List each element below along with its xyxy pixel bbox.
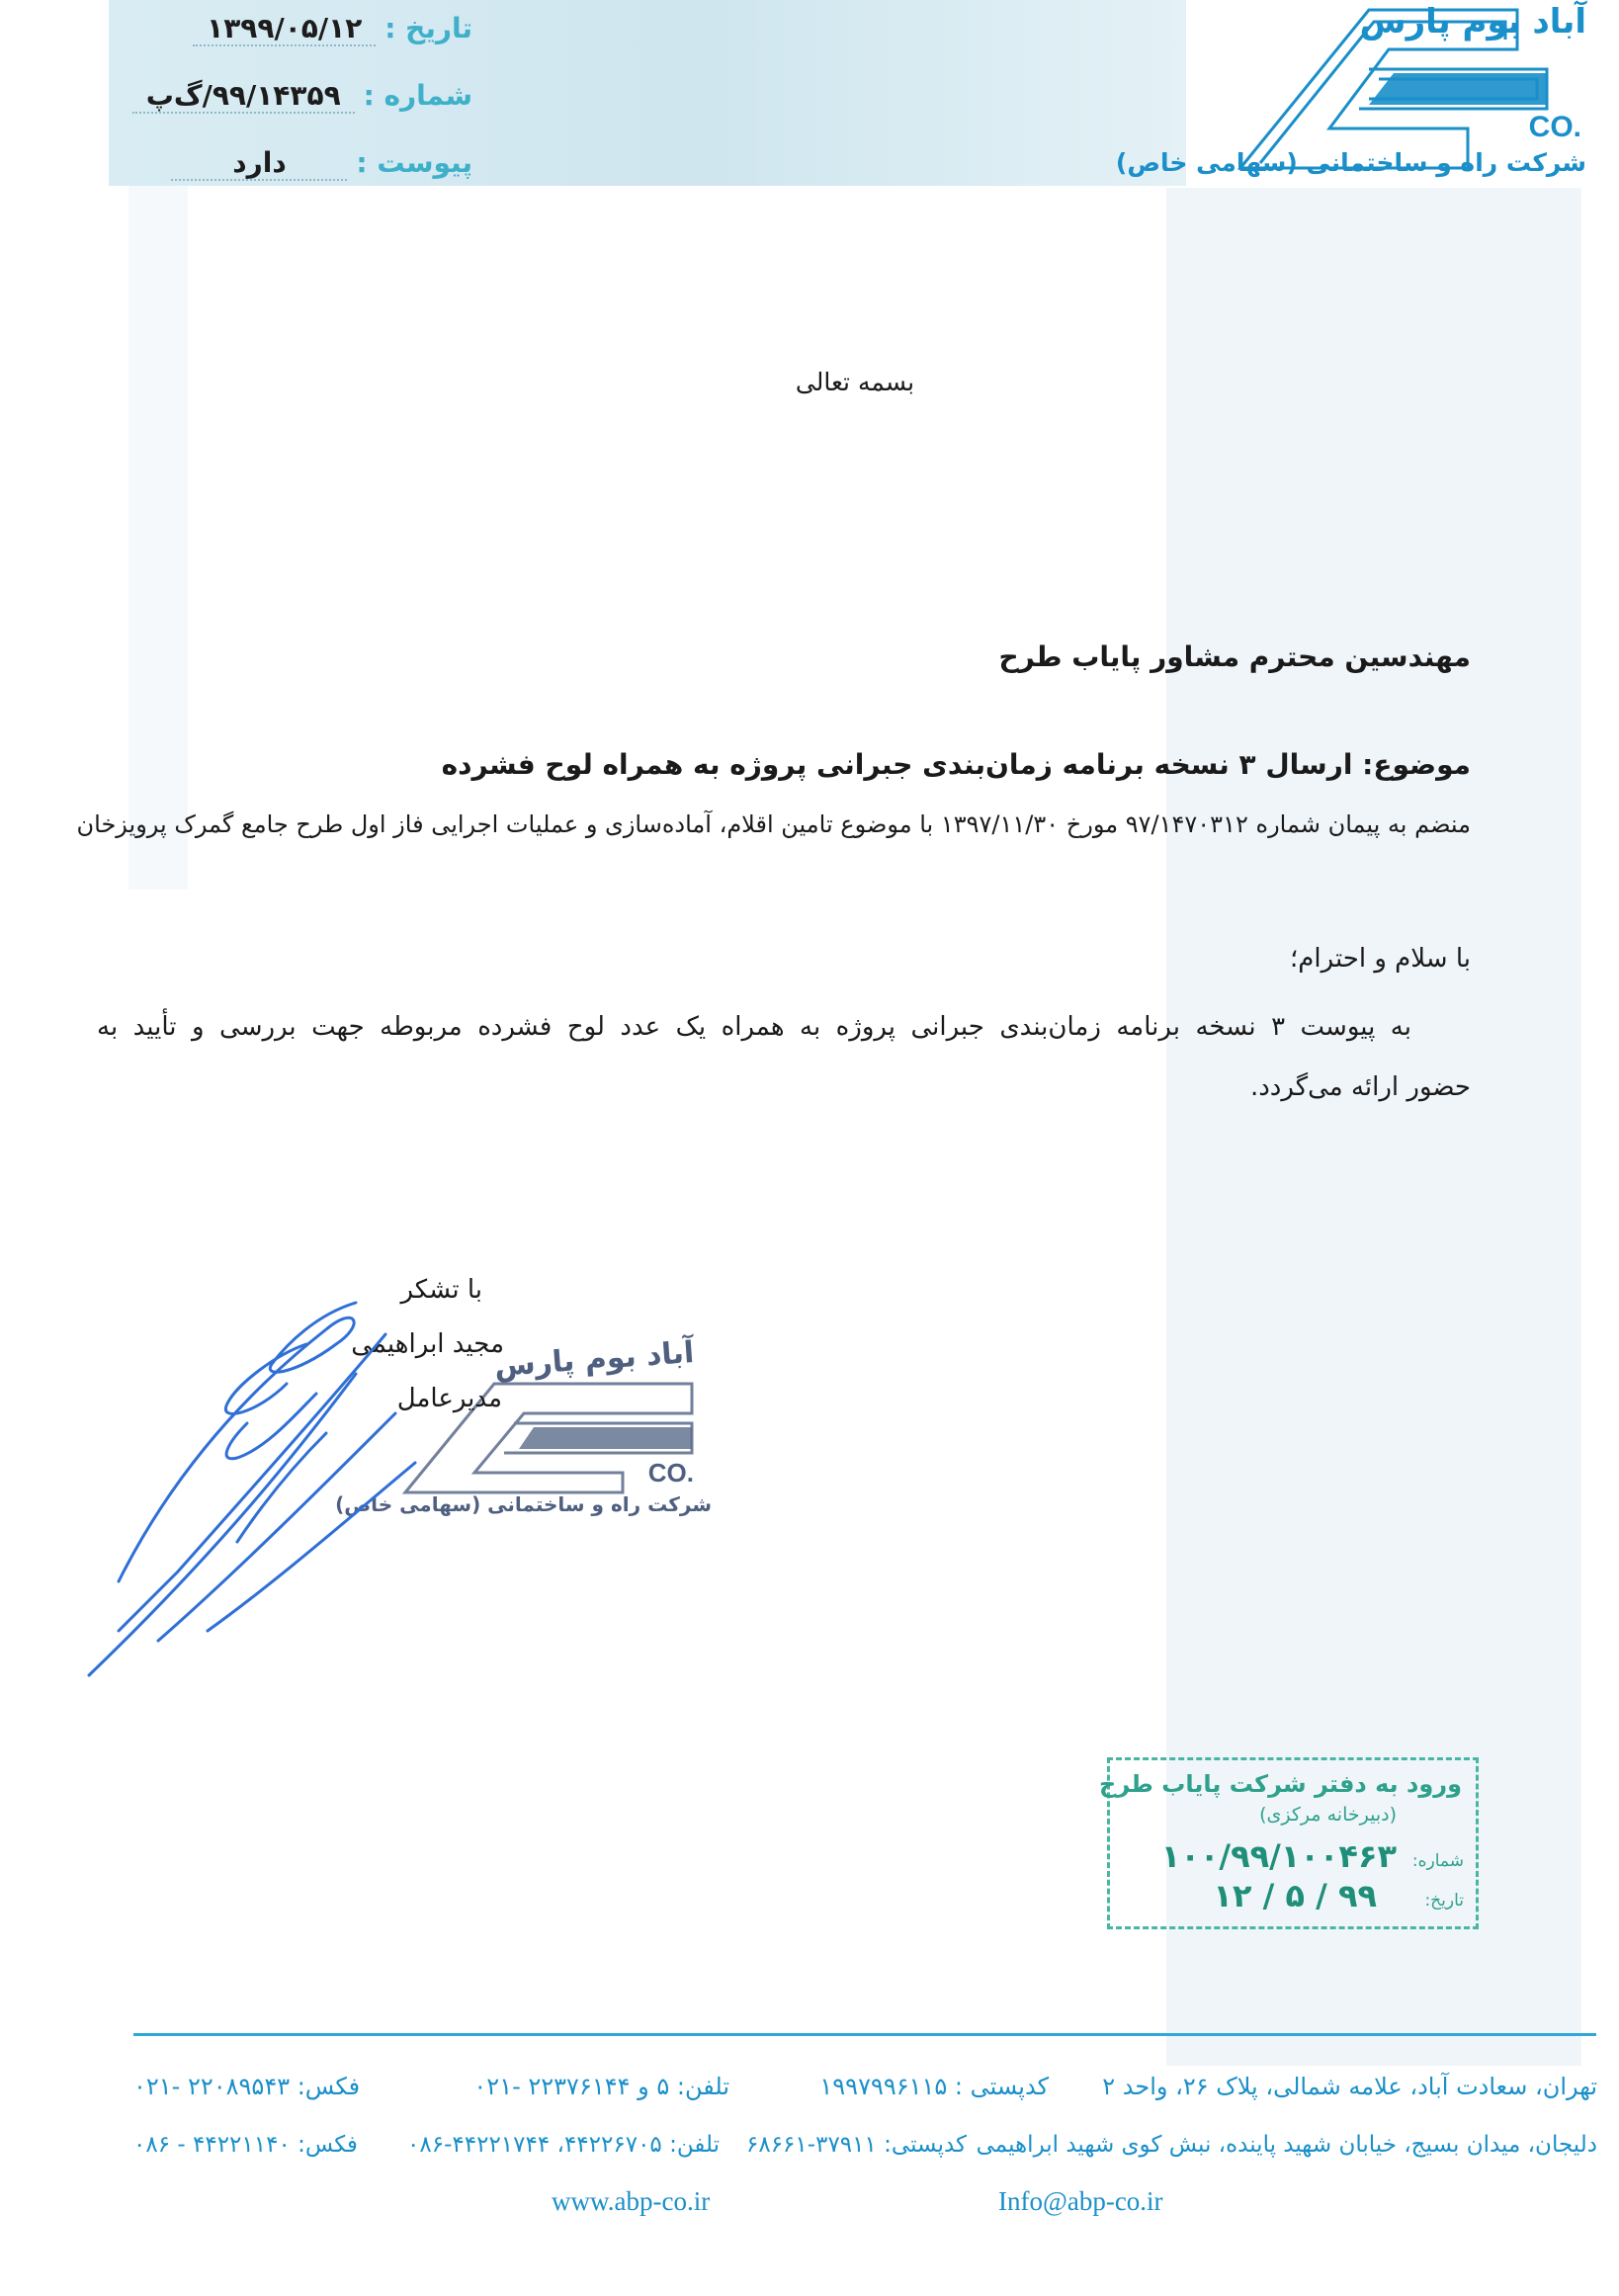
subject: موضوع: ارسال ۳ نسخه برنامه زمان‌بندی جبرانی پروژه به همراه لوح فشرده [441,748,1471,781]
seal-subtitle: شرکت راه و ساختمانی (سهامی خاص) [335,1492,712,1516]
addressee: مهندسین محترم مشاور پایاب طرح [998,640,1471,673]
seal-co-text: CO. [647,1458,694,1488]
number-value: ۹۹/۱۴۳۵۹/گ‌پ [132,79,355,114]
body-line-1: به پیوست ۳ نسخه برنامه زمان‌بندی جبرانی پروژه به همراه یک عدد لوح فشرده مربوطه جهت بررسی و تأیید به [97,1012,1411,1042]
number-row [132,79,472,114]
footer-website-link[interactable]: www.abp-co.ir [552,2186,711,2216]
attachment-label: پیوست : [356,146,472,179]
logo-co-text: CO. [1528,111,1581,143]
attachment-row [171,146,472,181]
closing: با تشکر [400,1275,482,1305]
seal-company-name: آباد بوم پارس [492,1334,695,1385]
footer-tehran-fax: فکس: ۲۲۰۸۹۵۴۳ -۰۲۱ [133,2073,361,2100]
signature-icon [59,1285,573,1700]
signer-title: مدیرعامل [396,1384,502,1413]
footer-delijan-address: دلیجان، میدان بسیج، خیابان شهید پاینده، نبش کوی شهید ابراهیمی [976,2132,1597,2158]
stamp-title: ورود به دفتر شرکت پایاب طرح [1099,1770,1462,1798]
attachment-value: دارد [171,146,347,181]
footer-divider [133,2033,1596,2036]
logo-subtitle: شرکت راه و ساختمانی (سهامی خاص) [1115,148,1586,177]
contract-reference: منضم به پیمان شماره ۹۷/۱۴۷۰۳۱۲ مورخ ۱۳۹۷/۱۱/۳۰ با موضوع تامین اقلام، آماده‌سازی و عملیات اجرایی فاز اول طرح جامع گمرک پرویزخان [76,810,1471,838]
company-logo [1115,0,1586,188]
logo-company-name: آباد بوم پارس [1359,2,1586,42]
received-stamp [1099,1757,1479,1929]
stamp-date-value: ۹۹ / ۵ / ۱۲ [1213,1877,1377,1914]
stamp-number-value: ۱۰۰/۹۹/۱۰۰۴۶۳ [1160,1837,1397,1875]
date-value: ۱۳۹۹/۰۵/۱۲ [193,12,376,46]
signer-name: مجید ابراهیمی [351,1329,504,1359]
footer-tehran-phone: تلفن: ۵ و ۲۲۳۷۶۱۴۴ -۰۲۱ [473,2073,729,2100]
footer-delijan-phone: تلفن: ۴۴۲۲۶۷۰۵، ۴۴۲۲۱۷۴۴-۰۸۶ [407,2132,720,2158]
footer-tehran-postal: کدپستی : ۱۹۹۷۹۹۶۱۱۵ [819,2073,1049,2100]
date-label: تاریخ : [384,12,472,44]
body-line-2: حضور ارائه می‌گردد. [1249,1072,1471,1102]
stamp-date-label: تاریخ: [1424,1891,1464,1911]
footer-delijan-postal: کدپستی: ۳۷۹۱۱-۶۸۶۶۱ [746,2132,967,2158]
watermark-stripe [128,138,188,890]
footer-delijan-fax: فکس: ۴۴۲۲۱۱۴۰ - ۰۸۶ [133,2132,358,2158]
footer-email-link[interactable]: Info@abp-co.ir [998,2186,1163,2216]
greeting: با سلام و احترام؛ [1290,944,1471,974]
date-row [193,12,472,46]
number-label: شماره : [363,79,472,112]
invocation: بسمه تعالی [795,368,915,396]
footer-tehran-address: تهران، سعادت آباد، علامه شمالی، پلاک ۲۶، واحد ۲ [1102,2073,1597,2100]
stamp-subtitle: (دبیرخانه مرکزی) [1259,1804,1397,1826]
stamp-number-label: شماره: [1411,1851,1464,1871]
